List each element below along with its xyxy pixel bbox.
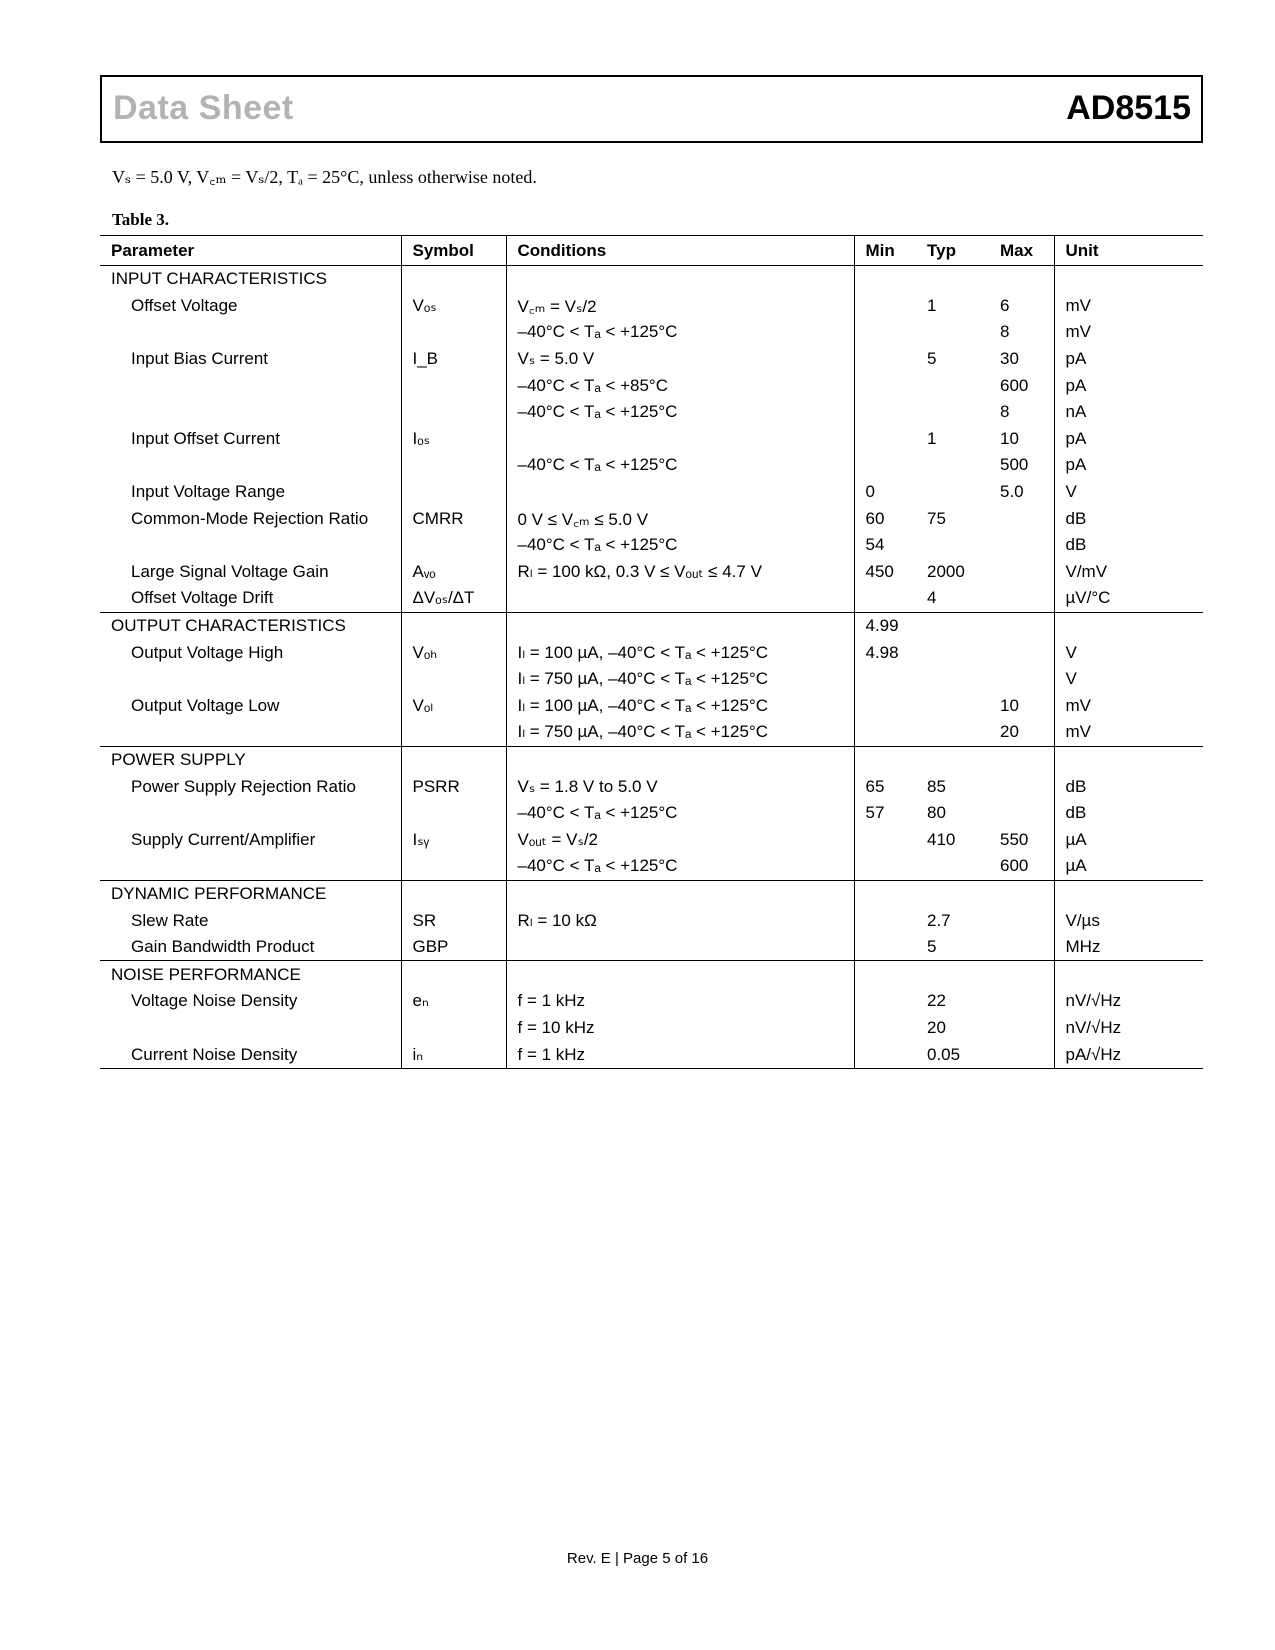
cell-symbol: [401, 319, 506, 346]
cell-max: 20: [989, 719, 1054, 746]
cell-min: [854, 961, 916, 988]
cell-max: [989, 800, 1054, 827]
cell-typ: [916, 693, 989, 720]
cell-parameter: Large Signal Voltage Gain: [100, 559, 401, 586]
cell-unit: V/µs: [1065, 910, 1100, 930]
cell-typ: [916, 612, 989, 639]
cell-unit: µA: [1065, 829, 1087, 849]
cell-parameter: Supply Current/Amplifier: [100, 826, 401, 853]
table-section-row: [100, 746, 1203, 773]
table-row: [100, 639, 1203, 666]
cell-symbol: Iₒₛ: [401, 426, 506, 453]
cell-unit: µV/°C: [1054, 585, 1203, 612]
cell-typ: [916, 319, 989, 346]
cell-conditions: [506, 266, 854, 293]
cell-parameter: Input Offset Current: [100, 426, 401, 453]
cell-symbol: [401, 853, 506, 880]
table-row: [100, 719, 1203, 746]
cell-typ: [916, 479, 989, 506]
cell-unit: V: [1065, 482, 1077, 502]
cell-min: [854, 399, 916, 426]
cell-min: 65: [865, 776, 885, 796]
cell-max: [989, 746, 1054, 773]
cell-parameter: Offset Voltage: [100, 293, 401, 320]
cell-unit: [1054, 612, 1203, 639]
cell-symbol: [401, 479, 506, 506]
cell-conditions: Rₗ = 100 kΩ, 0.3 V ≤ Vₒᵤₜ ≤ 4.7 V: [506, 559, 854, 586]
cell-parameter: POWER SUPPLY: [100, 746, 401, 773]
cell-min: 4.99: [865, 616, 899, 636]
cell-min: [854, 880, 916, 907]
cell-typ: 85: [927, 776, 946, 796]
cell-typ: 0.05: [916, 1041, 989, 1068]
cell-max: 10: [989, 693, 1054, 720]
cell-typ: 2000: [927, 561, 965, 581]
table-row: [100, 1041, 1203, 1068]
cell-symbol: Aᵥₒ: [401, 559, 506, 586]
cell-conditions: Vₒᵤₜ = Vₛ/2: [506, 826, 854, 853]
table-row: [100, 1015, 1203, 1042]
cell-symbol: Vₒₛ: [401, 293, 506, 320]
cell-parameter: NOISE PERFORMANCE: [100, 961, 401, 988]
cell-conditions: Iₗ = 100 µA, –40°C < Tₐ < +125°C: [506, 639, 854, 666]
table-row: [100, 934, 1203, 961]
cell-max: [989, 585, 1054, 612]
table-caption: Table 3.: [112, 210, 170, 229]
cell-symbol: [401, 746, 506, 773]
cell-typ: 410: [927, 829, 956, 849]
cell-max: [989, 907, 1054, 934]
cell-typ: [916, 639, 989, 666]
cell-typ: [916, 746, 989, 773]
cell-symbol: [401, 1015, 506, 1042]
cell-parameter: Offset Voltage Drift: [100, 585, 401, 612]
cell-max: 600: [989, 372, 1054, 399]
cell-parameter: Slew Rate: [100, 907, 401, 934]
cell-conditions: –40°C < Tₐ < +125°C: [506, 800, 854, 827]
col-header-typ: Typ: [916, 236, 989, 266]
cell-max: [989, 612, 1054, 639]
cell-min: [854, 693, 916, 720]
cell-symbol: ΔVₒₛ/ΔT: [401, 585, 506, 612]
cell-conditions: f = 1 kHz: [506, 988, 854, 1015]
cell-parameter: [100, 719, 401, 746]
cell-unit: mV: [1054, 719, 1203, 746]
cell-max: 600: [989, 853, 1054, 880]
cell-min: [854, 266, 916, 293]
table-row: [100, 452, 1203, 479]
cell-unit: dB: [1065, 776, 1087, 796]
cell-parameter: [100, 1015, 401, 1042]
cell-conditions: [506, 880, 854, 907]
table-row: [100, 293, 1203, 320]
page-header: [100, 75, 1203, 143]
cell-symbol: [401, 880, 506, 907]
cell-unit: nV/√Hz: [1065, 1017, 1122, 1037]
cell-min: [854, 346, 916, 373]
table-header-row: [100, 236, 1203, 266]
cell-conditions: Iₗ = 750 µA, –40°C < Tₐ < +125°C: [506, 719, 854, 746]
cell-symbol: CMRR: [401, 505, 506, 532]
cell-typ: 1: [927, 428, 937, 448]
cell-symbol: [401, 961, 506, 988]
cell-unit: pA: [1065, 428, 1087, 448]
cell-max: 30: [989, 346, 1054, 373]
cell-min: [854, 907, 916, 934]
cell-symbol: [401, 372, 506, 399]
cell-conditions: –40°C < Tₐ < +125°C: [506, 319, 854, 346]
cell-conditions: [506, 479, 854, 506]
cell-max: 6: [989, 293, 1054, 320]
cell-unit: nA: [1065, 402, 1087, 422]
cell-symbol: [401, 719, 506, 746]
cell-max: [989, 988, 1054, 1015]
cell-max: [989, 880, 1054, 907]
cell-min: [854, 1041, 916, 1068]
cell-conditions: 0 V ≤ V꜀ₘ ≤ 5.0 V: [506, 505, 854, 532]
col-header-min: Min: [854, 236, 916, 266]
col-header-conditions: Conditions: [506, 236, 854, 266]
cell-parameter: Current Noise Density: [100, 1041, 401, 1068]
cell-parameter: Common-Mode Rejection Ratio: [100, 505, 401, 532]
cell-symbol: [401, 266, 506, 293]
cell-symbol: Vₒₗ: [401, 693, 506, 720]
cell-unit: [1054, 961, 1203, 988]
cell-symbol: [401, 800, 506, 827]
cell-unit: MHz: [1054, 934, 1203, 961]
header-part-number: AD8515: [1066, 89, 1191, 127]
cell-max: [989, 1041, 1054, 1068]
cell-typ: 5: [927, 349, 937, 369]
table-row: [100, 399, 1203, 426]
cell-typ: 75: [927, 508, 946, 528]
cell-unit: [1054, 880, 1203, 907]
cell-min: [854, 293, 916, 320]
cell-max: 5.0: [989, 479, 1054, 506]
cell-conditions: –40°C < Tₐ < +125°C: [506, 399, 854, 426]
cell-parameter: [100, 853, 401, 880]
cell-symbol: [401, 666, 506, 693]
table-row: [100, 988, 1203, 1015]
cell-parameter: OUTPUT CHARACTERISTICS: [100, 612, 401, 639]
cell-parameter: [100, 452, 401, 479]
cell-typ: [916, 719, 989, 746]
cell-min: [854, 719, 916, 746]
cell-parameter: Voltage Noise Density: [100, 988, 401, 1015]
table-section-row: [100, 961, 1203, 988]
cell-min: [854, 988, 916, 1015]
cell-max: [989, 934, 1054, 961]
table-row: [100, 532, 1203, 559]
cell-typ: 20: [927, 1017, 946, 1037]
cell-min: [854, 666, 916, 693]
table-row: [100, 559, 1203, 586]
cell-min: [854, 934, 916, 961]
cell-parameter: [100, 399, 401, 426]
table-row: [100, 800, 1203, 827]
cell-min: [854, 372, 916, 399]
col-header-parameter: Parameter: [100, 236, 401, 266]
cell-unit: µA: [1054, 853, 1203, 880]
cell-unit: mV: [1065, 695, 1091, 715]
cell-parameter: DYNAMIC PERFORMANCE: [100, 880, 401, 907]
cell-parameter: [100, 666, 401, 693]
cell-min: 60: [865, 508, 885, 528]
page-footer: Rev. E | Page 5 of 16: [566, 1550, 709, 1567]
cell-conditions: [506, 426, 854, 453]
cell-typ: [916, 372, 989, 399]
cell-conditions: f = 1 kHz: [506, 1041, 854, 1068]
table-row: [100, 505, 1203, 532]
cell-min: [854, 826, 916, 853]
cell-typ: [916, 961, 989, 988]
table-row: [100, 346, 1203, 373]
table-row: [100, 426, 1203, 453]
col-header-symbol: Symbol: [401, 236, 506, 266]
col-header-max: Max: [989, 236, 1054, 266]
cell-max: [989, 773, 1054, 800]
cell-symbol: [401, 399, 506, 426]
cell-conditions: Rₗ = 10 kΩ: [506, 907, 854, 934]
cell-unit: nV/√Hz: [1065, 991, 1122, 1011]
cell-max: 8: [989, 319, 1054, 346]
cell-max: [989, 961, 1054, 988]
specifications-table: [100, 235, 1203, 1069]
cell-unit: V: [1065, 669, 1077, 689]
table-row: [100, 773, 1203, 800]
cell-typ: 80: [927, 803, 946, 823]
table-row: [100, 826, 1203, 853]
cell-unit: mV: [1065, 322, 1091, 342]
cell-unit: V/mV: [1065, 561, 1108, 581]
cell-unit: pA: [1065, 349, 1087, 369]
cell-conditions: Vₛ = 5.0 V: [506, 346, 854, 373]
cell-symbol: [401, 532, 506, 559]
table-row: [100, 585, 1203, 612]
cell-min: [854, 746, 916, 773]
cell-max: [989, 666, 1054, 693]
table-row: [100, 666, 1203, 693]
cell-parameter: Output Voltage High: [100, 639, 401, 666]
cell-typ: 2.7: [927, 910, 951, 930]
cell-symbol: I_B: [401, 346, 506, 373]
cell-conditions: [506, 585, 854, 612]
cell-min: [854, 452, 916, 479]
cell-max: [989, 532, 1054, 559]
cell-min: 450: [865, 561, 894, 581]
cell-max: [989, 505, 1054, 532]
cell-conditions: [506, 612, 854, 639]
cell-min: 4.98: [865, 642, 899, 662]
cell-parameter: Output Voltage Low: [100, 693, 401, 720]
table-section-row: [100, 266, 1203, 293]
cell-max: [989, 266, 1054, 293]
cell-conditions: –40°C < Tₐ < +85°C: [506, 372, 854, 399]
cell-symbol: Iₛᵧ: [401, 826, 506, 853]
cell-min: 0: [865, 482, 875, 502]
cell-conditions: f = 10 kHz: [506, 1015, 854, 1042]
cell-unit: [1054, 266, 1203, 293]
cell-typ: [916, 532, 989, 559]
table-row: [100, 319, 1203, 346]
cell-symbol: GBP: [401, 934, 506, 961]
cell-unit: dB: [1065, 803, 1087, 823]
cell-conditions: Iₗ = 100 µA, –40°C < Tₐ < +125°C: [506, 693, 854, 720]
cell-typ: [916, 853, 989, 880]
table-row: [100, 907, 1203, 934]
cell-symbol: Vₒₕ: [401, 639, 506, 666]
cell-max: 8: [989, 399, 1054, 426]
cell-max: 500: [989, 452, 1054, 479]
cell-conditions: [506, 746, 854, 773]
cell-unit: V: [1065, 642, 1077, 662]
cell-conditions: [506, 961, 854, 988]
cell-min: [854, 426, 916, 453]
header-doc-type: Data Sheet: [113, 89, 294, 127]
cell-unit: dB: [1065, 535, 1087, 555]
table-row: [100, 479, 1203, 506]
col-header-unit: Unit: [1054, 236, 1203, 266]
cell-unit: pA: [1065, 375, 1087, 395]
cell-symbol: [401, 612, 506, 639]
table-row: [100, 372, 1203, 399]
cell-parameter: [100, 800, 401, 827]
cell-conditions: –40°C < Tₐ < +125°C: [506, 853, 854, 880]
cell-typ: 1: [927, 295, 937, 315]
table-section-row: [100, 612, 1203, 639]
cell-parameter: INPUT CHARACTERISTICS: [100, 266, 401, 293]
cell-typ: 4: [916, 585, 989, 612]
cell-typ: 22: [927, 991, 946, 1011]
cell-symbol: PSRR: [401, 773, 506, 800]
cell-unit: [1054, 746, 1203, 773]
cell-typ: [916, 880, 989, 907]
cell-parameter: Gain Bandwidth Product: [100, 934, 401, 961]
cell-max: [989, 639, 1054, 666]
table-body: [100, 266, 1203, 1069]
cell-typ: [916, 266, 989, 293]
cell-min: [854, 1015, 916, 1042]
cell-max: 550: [989, 826, 1054, 853]
cell-parameter: Input Voltage Range: [100, 479, 401, 506]
table-section-row: [100, 880, 1203, 907]
cell-conditions: [506, 934, 854, 961]
cell-unit: dB: [1065, 508, 1087, 528]
cell-unit: pA: [1065, 455, 1087, 475]
cell-min: [854, 319, 916, 346]
cell-min: [854, 853, 916, 880]
cell-unit: pA/√Hz: [1054, 1041, 1203, 1068]
table-row: [100, 853, 1203, 880]
cell-parameter: [100, 532, 401, 559]
cell-min: [854, 585, 916, 612]
table-row: [100, 693, 1203, 720]
test-conditions-note: Vₛ = 5.0 V, V꜀ₘ = Vₛ/2, Tₐ = 25°C, unless otherwise noted.: [112, 167, 537, 187]
cell-symbol: [401, 452, 506, 479]
cell-max: 10: [989, 426, 1054, 453]
cell-parameter: [100, 319, 401, 346]
cell-unit: mV: [1065, 295, 1091, 315]
cell-symbol: eₙ: [401, 988, 506, 1015]
cell-typ: [916, 452, 989, 479]
cell-max: [989, 559, 1054, 586]
cell-conditions: V꜀ₘ = Vₛ/2: [506, 293, 854, 320]
cell-parameter: [100, 372, 401, 399]
cell-typ: [916, 666, 989, 693]
cell-typ: 5: [916, 934, 989, 961]
cell-typ: [916, 399, 989, 426]
cell-symbol: iₙ: [401, 1041, 506, 1068]
cell-conditions: Vₛ = 1.8 V to 5.0 V: [506, 773, 854, 800]
cell-parameter: Input Bias Current: [100, 346, 401, 373]
cell-conditions: –40°C < Tₐ < +125°C: [506, 532, 854, 559]
cell-min: 54: [865, 535, 885, 555]
cell-min: 57: [865, 803, 885, 823]
cell-max: [989, 1015, 1054, 1042]
cell-conditions: –40°C < Tₐ < +125°C: [506, 452, 854, 479]
cell-symbol: SR: [401, 907, 506, 934]
cell-conditions: Iₗ = 750 µA, –40°C < Tₐ < +125°C: [506, 666, 854, 693]
cell-parameter: Power Supply Rejection Ratio: [100, 773, 401, 800]
